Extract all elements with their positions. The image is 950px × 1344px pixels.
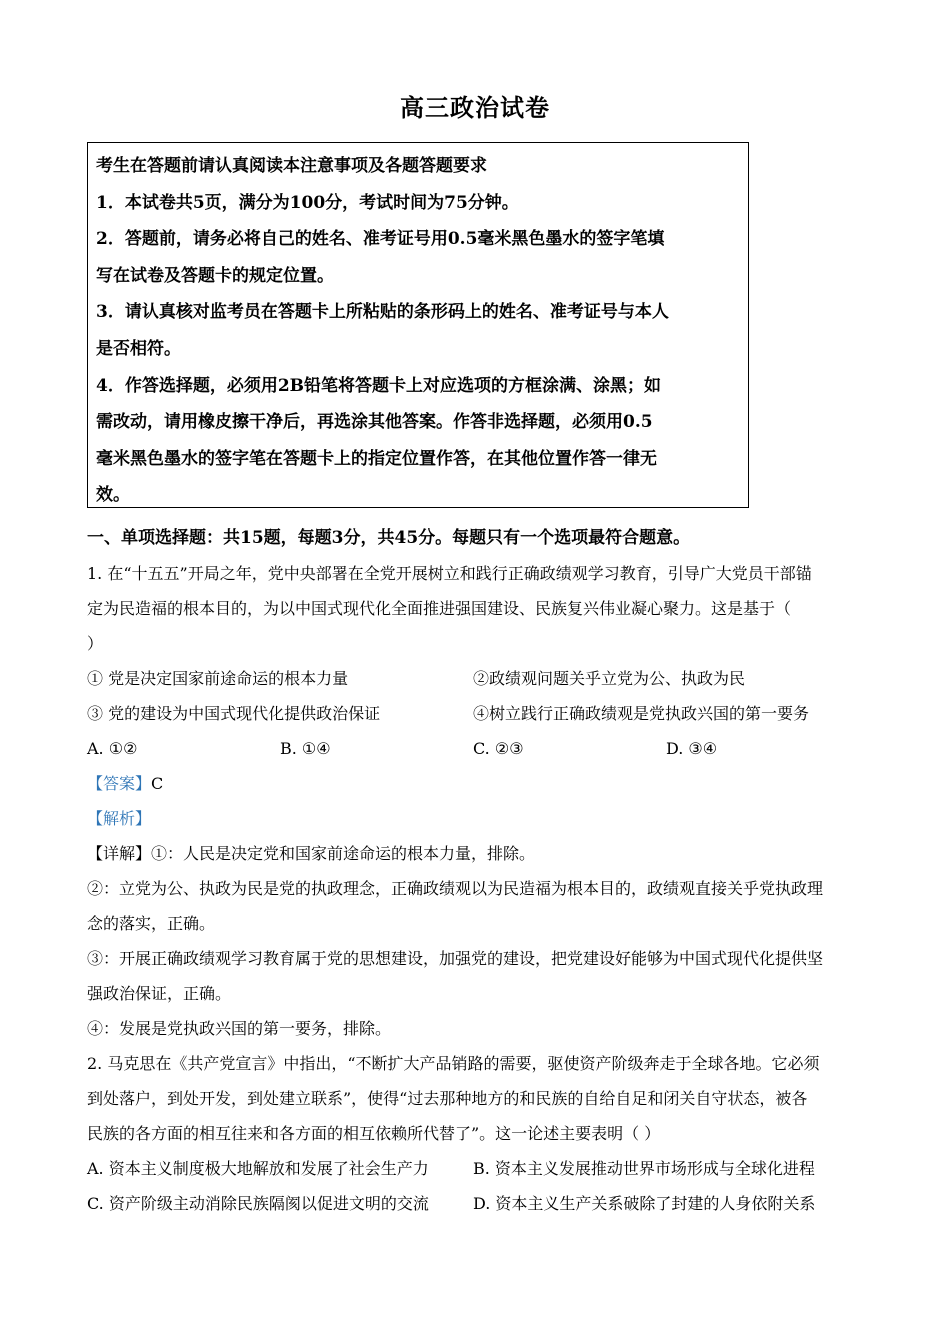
detail-tag: 【详解】: [87, 844, 152, 863]
notice-line: 效。: [96, 485, 130, 506]
detail-line: ④：发展是党执政兴国的第一要务，排除。: [87, 1019, 392, 1038]
notice-line: 1．本试卷共5页，满分为100分，考试时间为75分钟。: [96, 192, 519, 213]
detail-line: ②：立党为公、执政为民是党的执政理念，正确政绩观以为民造福为根本目的，政绩观直接关乎党执政理: [87, 879, 824, 898]
answer-line: [87, 766, 867, 801]
notice-line: 写在试卷及答题卡的规定位置。: [96, 265, 334, 286]
statement-row: [87, 696, 867, 731]
option-b: B. 资本主义发展推动世界市场形成与全球化进程: [473, 1159, 815, 1178]
statement-item: ④树立践行正确政绩观是党执政兴国的第一要务: [473, 704, 810, 723]
question-2: [87, 1046, 867, 1221]
statement-item: ① 党是决定国家前途命运的根本力量: [87, 669, 349, 688]
notice-heading: 考生在答题前请认真阅读本注意事项及各题答题要求: [96, 156, 487, 176]
notice-box: [87, 142, 749, 508]
option-row: [87, 1151, 867, 1186]
detail-line: [87, 836, 867, 871]
question-stem-line: 到处落户，到处开发，到处建立联系”，使得“过去那种地方的和民族的自给自足和闭关自守状态，被各: [87, 1089, 808, 1108]
question-stem-line: 定为民造福的根本目的，为以中国式现代化全面推进强国建设、民族复兴伟业凝心聚力。这是基于（: [87, 599, 792, 618]
notice-line: 需改动，请用橡皮擦干净后，再选涂其他答案。作答非选择题，必须用0.5: [96, 412, 653, 433]
option-c: C. 资产阶级主动消除民族隔阂以促进文明的交流: [87, 1194, 429, 1213]
analysis-line: [87, 801, 867, 836]
notice-line: 是否相符。: [96, 338, 181, 359]
statement-item: ③ 党的建设为中国式现代化提供政治保证: [87, 704, 381, 723]
answer-value: C: [151, 774, 164, 793]
notice-line: 3．请认真核对监考员在答题卡上所粘贴的条形码上的姓名、准考证号与本人: [96, 302, 669, 323]
analysis-tag: 【解析】: [87, 809, 152, 828]
detail-text: ①：人民是决定党和国家前途命运的根本力量，排除。: [151, 844, 536, 863]
exam-body: [87, 521, 867, 1221]
option-d: D. ③④: [666, 739, 718, 758]
notice-line: 4．作答选择题，必须用2B铅笔将答题卡上对应选项的方框涂满、涂黑；如: [96, 375, 662, 396]
detail-line: 强政治保证，正确。: [87, 984, 232, 1003]
section-heading: 一、单项选择题：共15题，每题3分，共45分。每题只有一个选项最符合题意。: [87, 528, 691, 548]
option-c: C. ②③: [473, 739, 524, 758]
option-b: B. ①④: [280, 739, 331, 758]
statement-row: [87, 661, 867, 696]
option-a: A. ①②: [87, 739, 138, 758]
question-stem-line: 1. 在“十五五”开局之年，党中央部署在全党开展树立和践行正确政绩观学习教育，引导广大党员干部锚: [87, 564, 812, 583]
question-stem-line: 民族的各方面的相互往来和各方面的相互依赖所代替了”。这一论述主要表明（ ）: [87, 1124, 661, 1143]
option-d: D. 资本主义生产关系破除了封建的人身依附关系: [473, 1194, 816, 1213]
answer-tag: 【答案】: [87, 774, 152, 793]
statement-item: ②政绩观问题关乎立党为公、执政为民: [473, 669, 746, 688]
option-row: [87, 731, 867, 766]
question-1: [87, 556, 867, 1046]
page-title: 高三政治试卷: [400, 93, 550, 122]
notice-line: 毫米黑色墨水的签字笔在答题卡上的指定位置作答，在其他位置作答一律无: [96, 448, 657, 469]
option-row: [87, 1186, 867, 1221]
question-stem-line: ）: [87, 634, 104, 653]
option-a: A. 资本主义制度极大地解放和发展了社会生产力: [87, 1159, 429, 1178]
notice-line: 2．答题前，请务必将自己的姓名、准考证号用0.5毫米黑色墨水的签字笔填: [96, 229, 665, 250]
detail-line: ③：开展正确政绩观学习教育属于党的思想建设，加强党的建设，把党建设好能够为中国式现代化提供坚: [87, 949, 824, 968]
detail-line: 念的落实，正确。: [87, 914, 216, 933]
question-stem-line: 2. 马克思在《共产党宣言》中指出，“不断扩大产品销路的需要，驱使资产阶级奔走于全球各地。它必须: [87, 1054, 820, 1073]
